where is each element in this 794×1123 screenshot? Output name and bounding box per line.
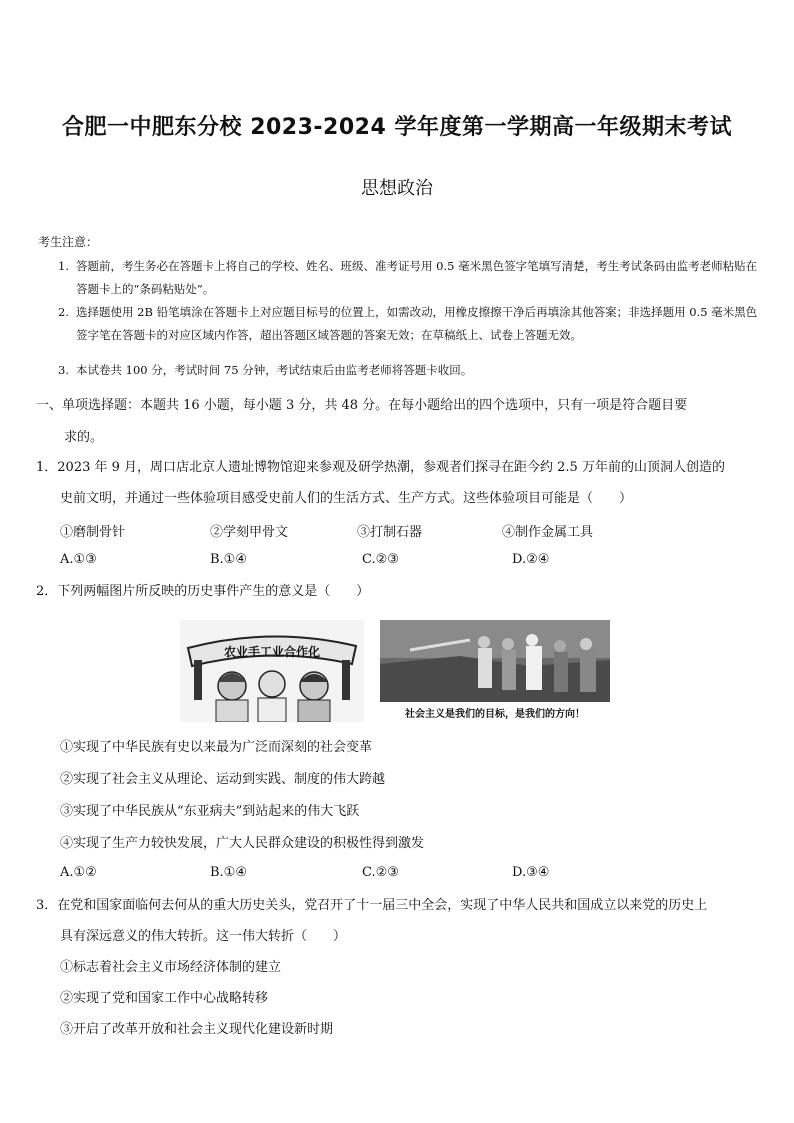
- q2-stmt-1: ①实现了中华民族有史以来最为广泛而深刻的社会变革: [60, 740, 373, 755]
- section-heading-line2: 求的。: [64, 430, 104, 445]
- notice-num: 1.: [58, 259, 69, 273]
- q2-stmt-4: ④实现了生产力较快发展，广大人民群众建设的积极性得到激发: [60, 836, 425, 851]
- q3-stmt-3: ③开启了改革开放和社会主义现代化建设新时期: [60, 1022, 334, 1037]
- q1-stem-line1: 1．2023 年 9 月，周口店北京人遗址博物馆迎来参观及研学热潮，参观者们探寻在距今约 2.5 万年前的山顶洞人创造的: [36, 460, 725, 475]
- q1-choice-d[interactable]: D.②④: [512, 552, 550, 567]
- q3-stmt-2: ②实现了党和国家工作中心战略转移: [60, 991, 269, 1006]
- q2-stmt-3: ③实现了中华民族从“东亚病夫”到站起来的伟大飞跃: [60, 804, 360, 819]
- q2-choice-c[interactable]: C.②③: [362, 865, 399, 880]
- notice-text: 本试卷共 100 分，考试时间 75 分钟，考试结束后由监考老师将答题卡收回。: [76, 363, 473, 377]
- q3-stem-line2: 具有深远意义的伟大转折。这一伟大转折（ ）: [60, 929, 347, 944]
- exam-title: 合肥一中肥东分校 2023-2024 学年度第一学期高一年级期末考试: [62, 115, 732, 140]
- q2-choice-b[interactable]: B.①④: [210, 865, 247, 880]
- notice-item-3: [58, 359, 762, 382]
- q1-choice-c[interactable]: C.②③: [362, 552, 399, 567]
- q1-stem-line2: 史前文明，并通过一些体验项目感受史前人们的生活方式、生产方式。这些体验项目可能是（ ）: [60, 491, 633, 506]
- cooperative-poster-image: [180, 620, 364, 722]
- notice-num: 3.: [58, 363, 69, 377]
- poster-banner-text: 农业手工业合作化: [223, 645, 321, 659]
- q2-choice-a[interactable]: A.①②: [60, 865, 97, 880]
- subject-title: 思想政治: [361, 178, 433, 199]
- q3-stem-line1: 3．在党和国家面临何去何从的重大历史关头，党召开了十一届三中全会，实现了中华人民共和国成立以来党的历史上: [36, 898, 708, 913]
- notice-item-2: [58, 301, 762, 347]
- q1-choice-b[interactable]: B.①④: [210, 552, 247, 567]
- section-heading-line1: 一、单项选择题：本题共 16 小题，每小题 3 分，共 48 分。在每小题给出的四个选项中，只有一项是符合题目要: [36, 398, 688, 413]
- q1-stmt-2: ②学刻甲骨文: [210, 525, 289, 540]
- q2-choice-d[interactable]: D.③④: [512, 865, 550, 880]
- q1-stmt-1: ①磨制骨针: [60, 525, 126, 540]
- notice-text: 选择题使用 2B 铅笔填涂在答题卡上对应题目标号的位置上，如需改动，用橡皮擦擦干净后再填涂其他答案；非选择题用 0.5 毫米黑色签字笔在答题卡的对应区域内作答，超出答题区域答题的答案无效；在草稿纸上、试卷上答题无效。: [76, 305, 758, 342]
- notice-item-1: [58, 255, 762, 301]
- notice-text: 答题前，考生务必在答题卡上将自己的学校、姓名、班级、准考证号用 0.5 毫米黑色签字笔填写清楚，考生考试条码由监考老师粘贴在答题卡上的“条码粘贴处”。: [76, 259, 758, 296]
- q1-stmt-3: ③打制石器: [357, 525, 423, 540]
- q3-stmt-1: ①标志着社会主义市场经济体制的建立: [60, 960, 282, 975]
- q2-stmt-2: ②实现了社会主义从理论、运动到实践、制度的伟大跨越: [60, 772, 386, 787]
- notice-num: 2.: [58, 305, 69, 319]
- q2-stem: 2．下列两幅图片所反映的历史事件产生的意义是（ ）: [36, 584, 370, 599]
- notice-heading: 考生注意：: [38, 235, 99, 249]
- q1-choice-a[interactable]: A.①③: [60, 552, 97, 567]
- painting-caption: 社会主义是我们的目标，是我们的方向！: [405, 709, 585, 720]
- socialism-painting-image: [380, 620, 610, 702]
- q1-stmt-4: ④制作金属工具: [502, 525, 594, 540]
